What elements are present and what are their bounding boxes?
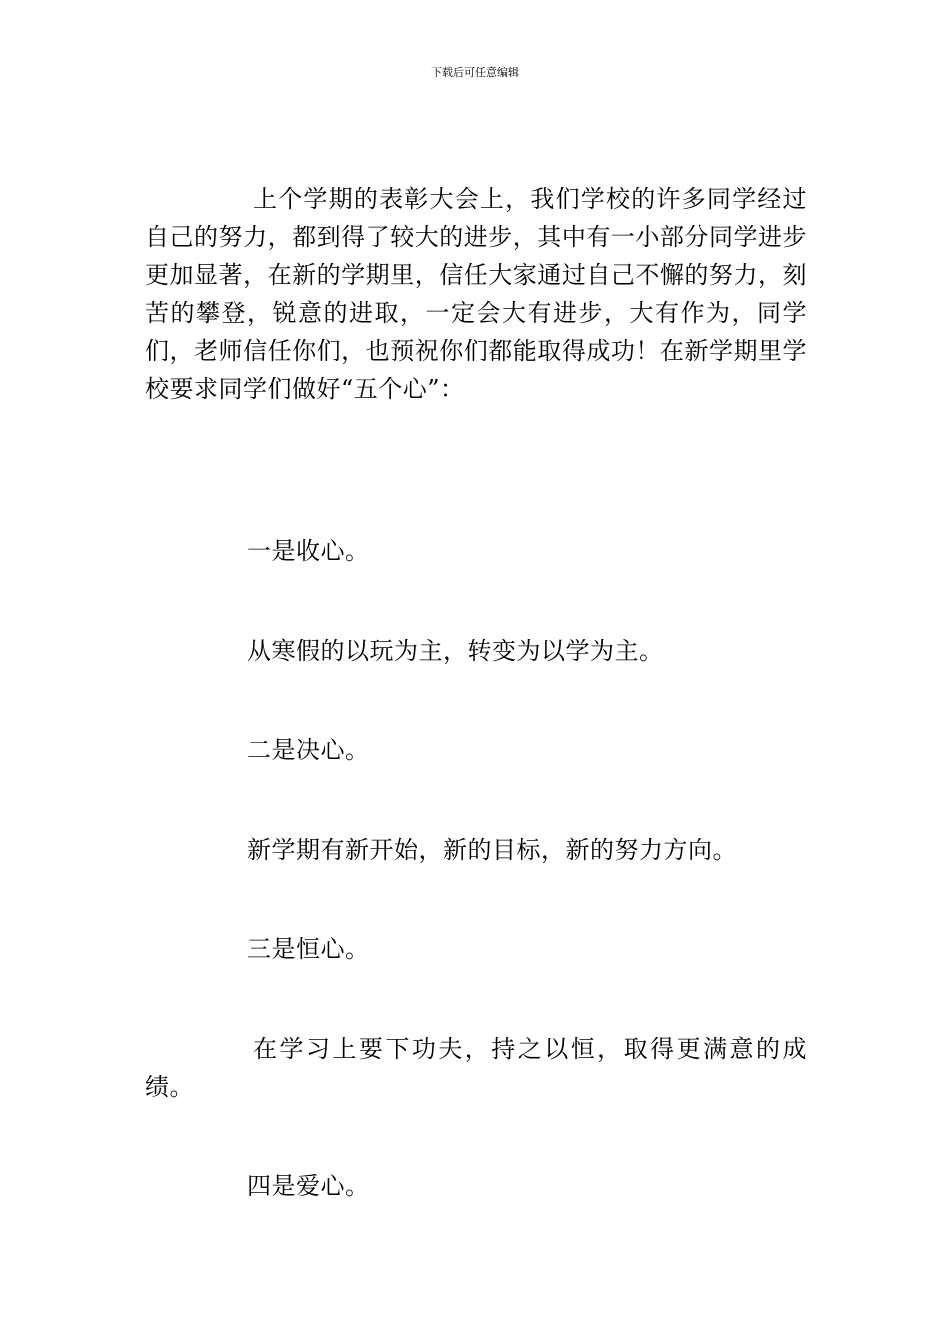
heading-first-heart: 一是收心。 (247, 537, 370, 565)
intro-paragraph: 上个学期的表彰大会上，我们学校的许多同学经过自己的努力，都到得了较大的进步，其中有一小部分同学进步更加显著，在新的学期里，信任大家通过自己不懈的努力，刻苦的攀登，锐意的进取，一定会大有进步，大有作为，同学们，老师信任你们，也预祝你们都能取得成功！在新学期里学校要求同学们做好“五个心”： (145, 185, 807, 403)
page-header: 下载后可任意编辑 (431, 66, 519, 79)
paragraph-second-heart: 新学期有新开始，新的目标，新的努力方向。 (247, 836, 737, 864)
paragraph-third-heart: 在学习上要下功夫，持之以恒，取得更满意的成绩。 (145, 1035, 807, 1101)
heading-fourth-heart: 四是爱心。 (247, 1172, 370, 1200)
heading-second-heart: 二是决心。 (247, 736, 370, 764)
heading-third-heart: 三是恒心。 (247, 935, 370, 963)
paragraph-first-heart: 从寒假的以玩为主，转变为以学为主。 (247, 637, 664, 665)
